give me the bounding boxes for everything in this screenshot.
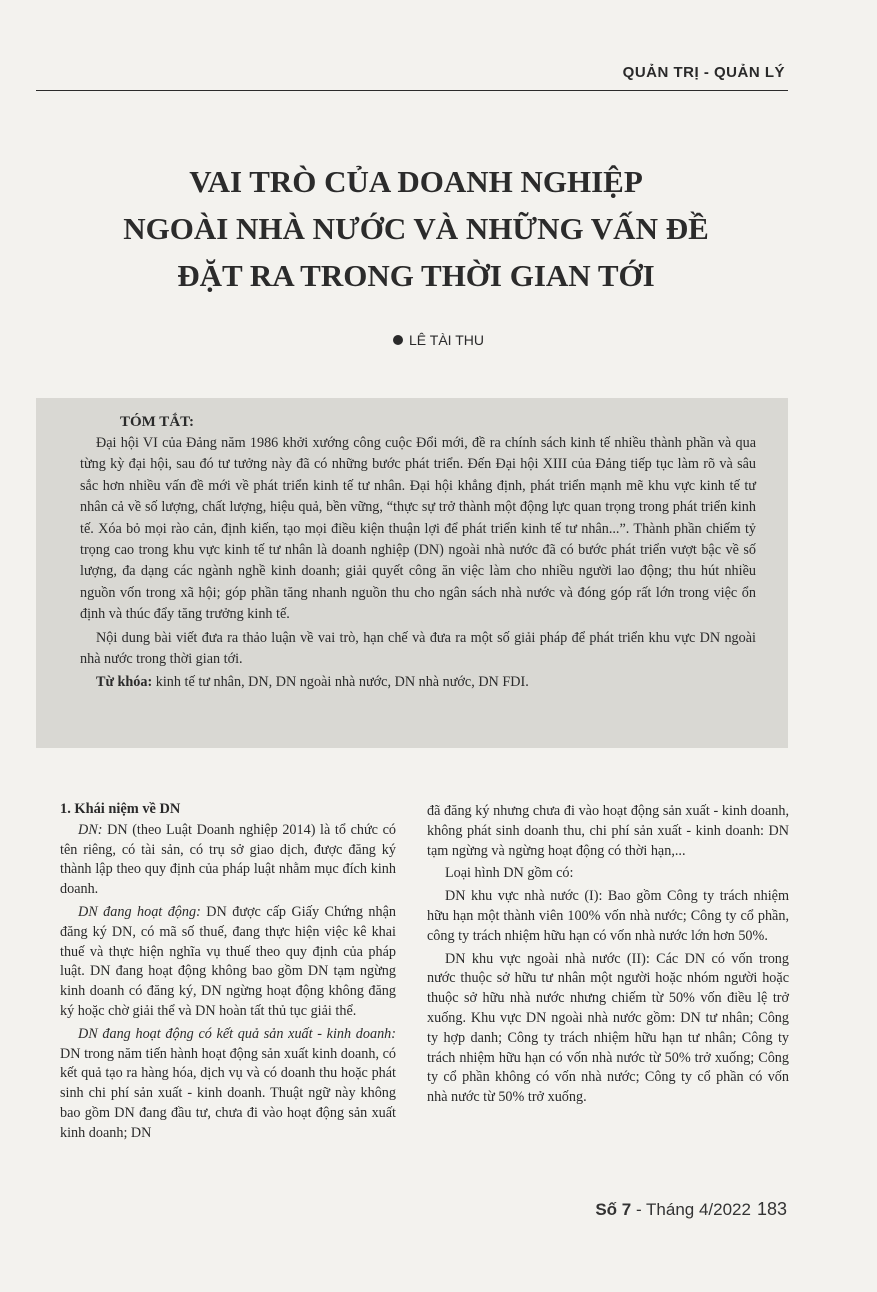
- abstract-paragraph-1: Đại hội VI của Đảng năm 1986 khởi xướng công cuộc Đổi mới, đề ra chính sách kinh tế nhiều thành phần và qua từng kỳ đại hội, sau đó tư tưởng này đã có những bước phát triển. Đến Đại hội XIII của Đảng tiếp tục làm rõ và sâu sắc hơn nhiều vấn đề mới về phát triển kinh tế tư nhân. Đại hội khẳng định, phát triển mạnh mẽ khu vực kinh tế tư nhân cả về số lượng, chất lượng, hiệu quả, bền vững, “thực sự trở thành một động lực quan trọng trong phát triển kinh tế. Xóa bỏ mọi rào cản, định kiến, tạo mọi điều kiện thuận lợi để phát triển kinh tế tư nhân...”. Thành phần chiếm tỷ trọng cao trong khu vực kinh tế tư nhân là doanh nghiệp (DN) ngoài nhà nước đã có bước phát triển vượt bậc về số lượng, đa dạng các ngành nghề kinh doanh; giải quyết công ăn việc làm cho nhiều người lao động; thu hút nhiều nguồn vốn trong xã hội; góp phần tăng nhanh nguồn thu cho ngân sách nhà nước và đóng góp rất lớn trong việc ổn định và thúc đẩy tăng trưởng kinh tế.: [80, 435, 756, 623]
- title-line-3: ĐẶT RA TRONG THỜI GIAN TỚI: [177, 258, 655, 293]
- issue-date: - Tháng 4/2022: [631, 1200, 751, 1219]
- paragraph-state-sector: DN khu vực nhà nước (I): Bao gồm Công ty trách nhiệm hữu hạn một thành viên 100% vốn nhà nước; Công ty cổ phần, công ty trách nhiệm hữu hạn có vốn nhà nước lớn hơn 50%.: [427, 888, 789, 944]
- paragraph-continued: đã đăng ký nhưng chưa đi vào hoạt động sản xuất - kinh doanh, không phát sinh doanh thu, chi phí sản xuất - kinh doanh: DN tạm ngừng và ngừng hoạt động có thời hạn,...: [427, 803, 789, 859]
- paragraph-dn-results-text: DN trong năm tiến hành hoạt động sản xuất kinh doanh, có kết quả tạo ra hàng hóa, dịch vụ và có doanh thu hoặc phát sinh chi phí sản xuất - kinh doanh. Thuật ngữ này không bao gồm DN đang đầu tư, chưa đi vào hoạt động sản xuất kinh doanh; DN: [60, 1045, 396, 1141]
- title-line-1: VAI TRÒ CỦA DOANH NGHIỆP: [189, 164, 643, 199]
- issue-info: [595, 1200, 751, 1219]
- abstract-keywords: [80, 672, 756, 693]
- section-heading: 1. Khái niệm về DN: [60, 801, 181, 817]
- article-title: [40, 158, 792, 299]
- issue-label: Số 7: [595, 1200, 632, 1219]
- body-column-left: [60, 800, 396, 1147]
- body-column-right: [427, 802, 789, 1111]
- paragraph-dn-active: [60, 903, 396, 1022]
- keywords-list: kinh tế tư nhân, DN, DN ngoài nhà nước, DN nhà nước, DN FDI.: [152, 674, 529, 691]
- bullet-icon: [393, 335, 403, 345]
- section-label: QUẢN TRỊ - QUẢN LÝ: [622, 64, 785, 81]
- author-name: LÊ TÀI THU: [409, 332, 484, 348]
- abstract-heading: TÓM TẮT:: [120, 414, 195, 430]
- page-footer: [595, 1199, 787, 1220]
- paragraph-types-intro: Loại hình DN gồm có:: [445, 865, 574, 882]
- keywords-label: Từ khóa:: [96, 674, 153, 691]
- paragraph-dn-text: DN (theo Luật Doanh nghiệp 2014) là tổ chức có tên riêng, có tài sản, có trụ sở giao dịch, được đăng ký thành lập theo quy định của pháp luật nhằm mục đích kinh doanh.: [60, 821, 396, 898]
- author-byline: [0, 332, 877, 348]
- paragraph-non-state-sector: DN khu vực ngoài nhà nước (II): Các DN có vốn trong nước thuộc sở hữu tư nhân một người hoặc nhóm người hoặc thuộc sở hữu nhà nước nhưng chiếm từ 50% vốn điều lệ trở xuống. Khu vực DN ngoài nhà nước gồm: DN tư nhân; Công ty hợp danh; Công ty trách nhiệm hữu hạn tư nhân; Công ty trách nhiệm hữu hạn có vốn nhà nước từ 50% trở xuống; Công ty cổ phần không có vốn nhà nước; Công ty cổ phần có vốn nhà nước từ 50% trở xuống.: [427, 950, 789, 1106]
- paragraph-dn-active-text: DN được cấp Giấy Chứng nhận đăng ký DN, có mã số thuế, đang thực hiện việc kê khai thuế và thực hiện nghĩa vụ thuế theo quy định của pháp luật. DN đang hoạt động không bao gồm DN tạm ngừng kinh doanh có đăng ký, DN ngừng hoạt động không đăng ký hoặc chờ giải thể và DN hoàn tất thủ tục giải thể.: [60, 903, 397, 1019]
- abstract-box: [36, 398, 788, 748]
- abstract-paragraph-2: Nội dung bài viết đưa ra thảo luận về vai trò, hạn chế và đưa ra một số giải pháp để phát triển khu vực DN ngoài nhà nước trong thời gian tới.: [80, 629, 756, 668]
- paragraph-dn: [60, 821, 396, 900]
- paragraph-dn-results: [60, 1025, 396, 1144]
- term-dn: DN:: [78, 821, 103, 838]
- term-dn-active: DN đang hoạt động:: [78, 903, 201, 920]
- title-line-2: NGOÀI NHÀ NƯỚC VÀ NHỮNG VẤN ĐỀ: [123, 211, 709, 246]
- term-dn-results: DN đang hoạt động có kết quả sản xuất - kinh doanh:: [78, 1025, 396, 1042]
- page-number: 183: [756, 1199, 787, 1219]
- header-rule: [36, 90, 788, 91]
